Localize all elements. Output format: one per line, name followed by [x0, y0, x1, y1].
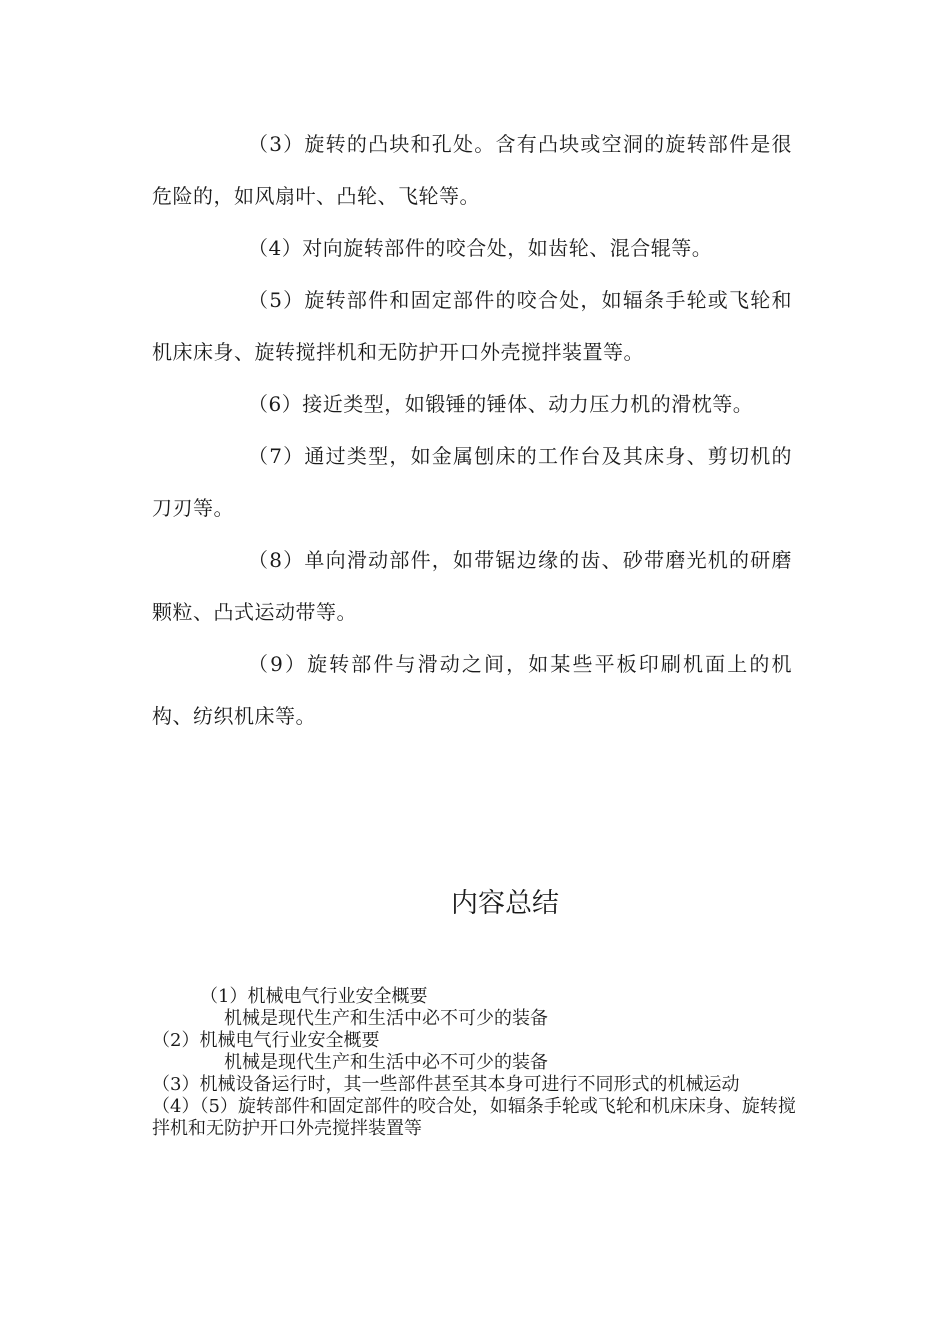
- summary-line-3: （3）机械设备运行时，其一些部件甚至其本身可进行不同形式的机械运动: [152, 1074, 740, 1095]
- body-text: [152, 118, 792, 742]
- summary-line-1: （1）机械电气行业安全概要: [200, 986, 428, 1007]
- summary-line-1-detail: 机械是现代生产和生活中必不可少的装备: [224, 1008, 548, 1029]
- paragraph-8: （8）单向滑动部件，如带锯边缘的齿、砂带磨光机的研磨颗粒、凸式运动带等。: [152, 548, 792, 624]
- summary-title: 内容总结: [451, 888, 559, 919]
- paragraph-9: （9）旋转部件与滑动之间，如某些平板印刷机面上的机构、纺织机床等。: [152, 652, 792, 728]
- paragraph-5: （5）旋转部件和固定部件的咬合处，如辐条手轮或飞轮和机床床身、旋转搅拌机和无防护开口外壳搅拌装置等。: [152, 288, 792, 364]
- summary-line-2: （2）机械电气行业安全概要: [152, 1030, 380, 1051]
- paragraph-4: （4）对向旋转部件的咬合处，如齿轮、混合辊等。: [248, 236, 713, 260]
- paragraph-3: （3）旋转的凸块和孔处。含有凸块或空洞的旋转部件是很危险的，如风扇叶、凸轮、飞轮等。: [152, 132, 792, 208]
- paragraph-7: （7）通过类型，如金属刨床的工作台及其床身、剪切机的刀刃等。: [152, 444, 792, 520]
- summary-line-2-detail: 机械是现代生产和生活中必不可少的装备: [224, 1052, 548, 1073]
- summary-line-4: （4）（5）旋转部件和固定部件的咬合处，如辐条手轮或飞轮和机床床身、旋转搅拌机和无防护开口外壳搅拌装置等: [152, 1096, 796, 1139]
- summary-section: [152, 986, 797, 1140]
- paragraph-6: （6）接近类型，如锻锤的锤体、动力压力机的滑枕等。: [248, 392, 754, 416]
